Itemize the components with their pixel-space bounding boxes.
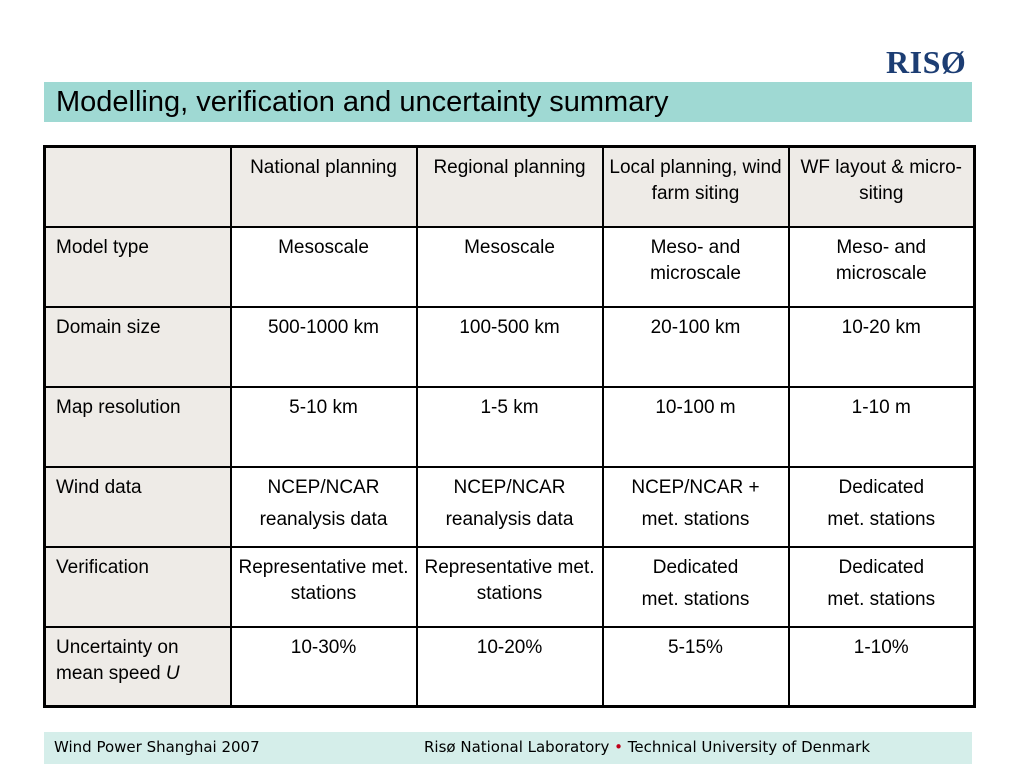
table-cell: 20-100 km <box>603 307 789 387</box>
cell-line: met. stations <box>827 588 936 610</box>
table-cell <box>789 547 975 627</box>
table-cell: 5-10 km <box>231 387 417 467</box>
footer-institution <box>424 738 870 756</box>
table-cell: Representative met. stations <box>231 547 417 627</box>
footer-bullet: • <box>614 738 623 756</box>
table-cell: 1-5 km <box>417 387 603 467</box>
table-cell: 500-1000 km <box>231 307 417 387</box>
table-cell <box>603 467 789 547</box>
row-label-wind-data: Wind data <box>45 467 231 547</box>
header-local-planning: Local planning, wind farm siting <box>603 147 789 227</box>
table-cell: 5-15% <box>603 627 789 707</box>
table-row <box>45 627 975 707</box>
table-header-row <box>45 147 975 227</box>
row-label-model-type: Model type <box>45 227 231 307</box>
row-label-verification: Verification <box>45 547 231 627</box>
cell-line: reanalysis data <box>445 508 574 530</box>
cell-line: reanalysis data <box>259 508 388 530</box>
riso-logo: RISØ <box>886 44 967 80</box>
table-cell: 100-500 km <box>417 307 603 387</box>
table-cell: Meso- and microscale <box>789 227 975 307</box>
table-cell: Mesoscale <box>231 227 417 307</box>
cell-line: met. stations <box>641 508 750 530</box>
summary-table <box>43 145 976 708</box>
table-cell: 10-20% <box>417 627 603 707</box>
table-cell <box>417 467 603 547</box>
header-wf-layout: WF layout & micro-siting <box>789 147 975 227</box>
table-row <box>45 387 975 467</box>
table-cell <box>603 547 789 627</box>
header-regional-planning: Regional planning <box>417 147 603 227</box>
cell-line: NCEP/NCAR <box>267 476 380 498</box>
row-label-uncertainty <box>45 627 231 707</box>
header-national-planning: National planning <box>231 147 417 227</box>
cell-line: met. stations <box>641 588 750 610</box>
table-cell <box>789 467 975 547</box>
table-row <box>45 547 975 627</box>
table-cell: 10-100 m <box>603 387 789 467</box>
footer-university-name: Technical University of Denmark <box>627 738 871 756</box>
table-cell: 1-10% <box>789 627 975 707</box>
table-cell <box>231 467 417 547</box>
table-row <box>45 227 975 307</box>
table-cell: 10-30% <box>231 627 417 707</box>
row-label-uncertainty-symbol: U <box>165 662 180 684</box>
table-cell: 10-20 km <box>789 307 975 387</box>
cell-line: Dedicated <box>838 556 925 578</box>
cell-line: Dedicated <box>652 556 739 578</box>
cell-line: met. stations <box>827 508 936 530</box>
cell-line: Dedicated <box>838 476 925 498</box>
footer-bar <box>44 732 972 764</box>
header-corner-cell <box>45 147 231 227</box>
title-bar <box>44 82 972 122</box>
row-label-uncertainty-text: Uncertainty on mean speed <box>56 636 179 684</box>
table-cell: Representative met. stations <box>417 547 603 627</box>
table-cell: Meso- and microscale <box>603 227 789 307</box>
table-row <box>45 307 975 387</box>
cell-line: NCEP/NCAR + <box>631 476 760 498</box>
slide-title: Modelling, verification and uncertainty summary <box>56 86 669 118</box>
table-cell: Mesoscale <box>417 227 603 307</box>
table-row <box>45 467 975 547</box>
table-cell: 1-10 m <box>789 387 975 467</box>
footer-institution-name: Risø National Laboratory <box>424 738 610 756</box>
row-label-map-resolution: Map resolution <box>45 387 231 467</box>
row-label-domain-size: Domain size <box>45 307 231 387</box>
cell-line: NCEP/NCAR <box>453 476 566 498</box>
footer-event: Wind Power Shanghai 2007 <box>54 738 260 756</box>
